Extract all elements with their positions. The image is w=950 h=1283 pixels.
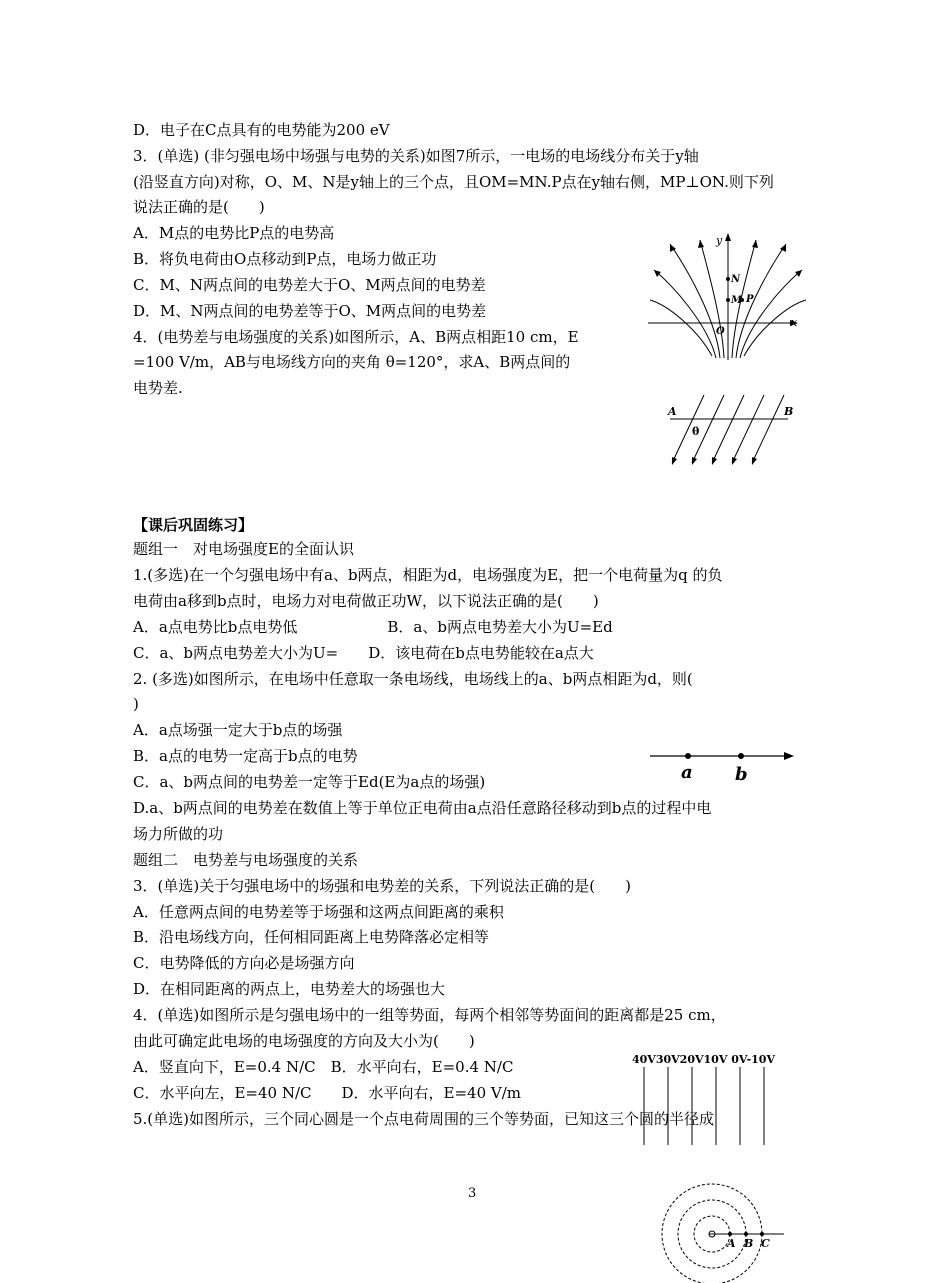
text-line: B．沿电场线方向，任何相同距离上电势降落必定相等 bbox=[133, 928, 490, 946]
text-line: 说法正确的是( ) bbox=[133, 198, 265, 216]
point-label-b-small: b bbox=[735, 764, 748, 785]
point-label-a-small: a bbox=[681, 762, 693, 783]
line-ab-figure bbox=[650, 744, 795, 784]
text-line: 4．(单选)如图所示是匀强电场中的一组等势面，每两个相邻等势面间的距离都是25 cm， bbox=[133, 1006, 726, 1024]
point-label-c-circle: C bbox=[761, 1237, 770, 1250]
text-line: D．电子在C点具有的电势能为200 eV bbox=[133, 121, 390, 139]
uniform-field-figure bbox=[660, 395, 800, 470]
text-line: C．a、b两点电势差大小为U= D．该电荷在b点电势能较在a点大 bbox=[133, 644, 594, 662]
text-line: 由此可确定此电场的电场强度的方向及大小为( ) bbox=[133, 1032, 475, 1050]
text-line: B．将负电荷由O点移动到P点，电场力做正功 bbox=[133, 250, 437, 268]
angle-label-theta: θ bbox=[692, 425, 700, 438]
text-line: D．M、N两点间的电势差等于O、M两点间的电势差 bbox=[133, 302, 487, 320]
text-line: D．在相同距离的两点上，电势差大的场强也大 bbox=[133, 980, 446, 998]
text-line: A．M点的电势比P点的电势高 bbox=[133, 224, 335, 242]
text-line: C．M、N两点间的电势差大于O、M两点间的电势差 bbox=[133, 276, 486, 294]
point-label-n: N bbox=[731, 274, 741, 285]
text-line: A．任意两点间的电势差等于场强和这两点间距离的乘积 bbox=[133, 903, 504, 921]
point-label-a: A bbox=[668, 405, 677, 418]
axis-label-y: y bbox=[716, 234, 723, 247]
text-line: 3．(单选)关于匀强电场中的场强和电势差的关系，下列说法正确的是( ) bbox=[133, 877, 631, 895]
point-label-o: O bbox=[716, 326, 725, 337]
text-line: =100 V/m，AB与电场线方向的夹角 θ=120°，求A、B两点间的 bbox=[133, 353, 571, 371]
text-line: 3．(单选) (非匀强电场中场强与电势的关系)如图7所示，一电场的电场线分布关于y轴 bbox=[133, 147, 699, 165]
field-lines-figure bbox=[648, 230, 808, 365]
text-line: 场力所做的功 bbox=[133, 825, 224, 843]
text-line: 1.(多选)在一个匀强电场中有a、b两点，相距为d，电场强度为E，把一个电荷量为q 的负 bbox=[133, 566, 723, 584]
text-line: C．a、b两点间的电势差一定等于Ed(E为a点的场强) bbox=[133, 773, 486, 791]
text-line: 电荷由a移到b点时，电场力对电荷做正功W，以下说法正确的是( ) bbox=[133, 592, 599, 610]
point-label-b-circle: B bbox=[744, 1237, 754, 1250]
section-heading: 【课后巩固练习】 bbox=[133, 516, 254, 534]
equipotential-figure bbox=[630, 1053, 790, 1148]
text-line: 2. (多选)如图所示，在电场中任意取一条电场线，电场线上的a、b两点相距为d，则( bbox=[133, 670, 693, 688]
text-line: A．a点场强一定大于b点的场强 bbox=[133, 721, 343, 739]
point-label-a-circle: A bbox=[727, 1237, 736, 1250]
text-line: C．电势降低的方向必是场强方向 bbox=[133, 954, 355, 972]
page-number: 3 bbox=[468, 1186, 477, 1201]
text-line: C．水平向左，E=40 N/C D．水平向右，E=40 V/m bbox=[133, 1084, 522, 1102]
point-label-m: M bbox=[731, 295, 743, 306]
point-label-p: P bbox=[746, 294, 754, 305]
text-line: B．a点的电势一定高于b点的电势 bbox=[133, 747, 358, 765]
text-line: 题组二 电势差与电场强度的关系 bbox=[133, 851, 359, 869]
text-line: 5.(单选)如图所示，三个同心圆是一个点电荷周围的三个等势面，已知这三个圆的半径成 bbox=[133, 1110, 715, 1128]
text-line: 电势差. bbox=[133, 379, 183, 397]
text-line: 4．(电势差与电场强度的关系)如图所示，A、B两点相距10 cm，E bbox=[133, 328, 579, 346]
text-line: (沿竖直方向)对称，O、M、N是y轴上的三个点，且OM=MN.P点在y轴右侧，MP⊥ON.则下列 bbox=[133, 173, 774, 191]
text-line: A．竖直向下，E=0.4 N/C B．水平向右，E=0.4 N/C bbox=[133, 1058, 514, 1076]
axis-label-x: x bbox=[791, 316, 798, 329]
concentric-circles-figure bbox=[660, 1183, 790, 1283]
equipotential-labels: 40V30V20V10V 0V-10V bbox=[632, 1053, 775, 1066]
text-line: ) bbox=[133, 695, 139, 713]
text-line: 题组一 对电场强度E的全面认识 bbox=[133, 540, 354, 558]
text-line: A．a点电势比b点电势低 B．a、b两点电势差大小为U=Ed bbox=[133, 618, 613, 636]
text-line: D.a、b两点间的电势差在数值上等于单位正电荷由a点沿任意路径移动到b点的过程中电 bbox=[133, 799, 712, 817]
point-label-b: B bbox=[784, 405, 794, 418]
